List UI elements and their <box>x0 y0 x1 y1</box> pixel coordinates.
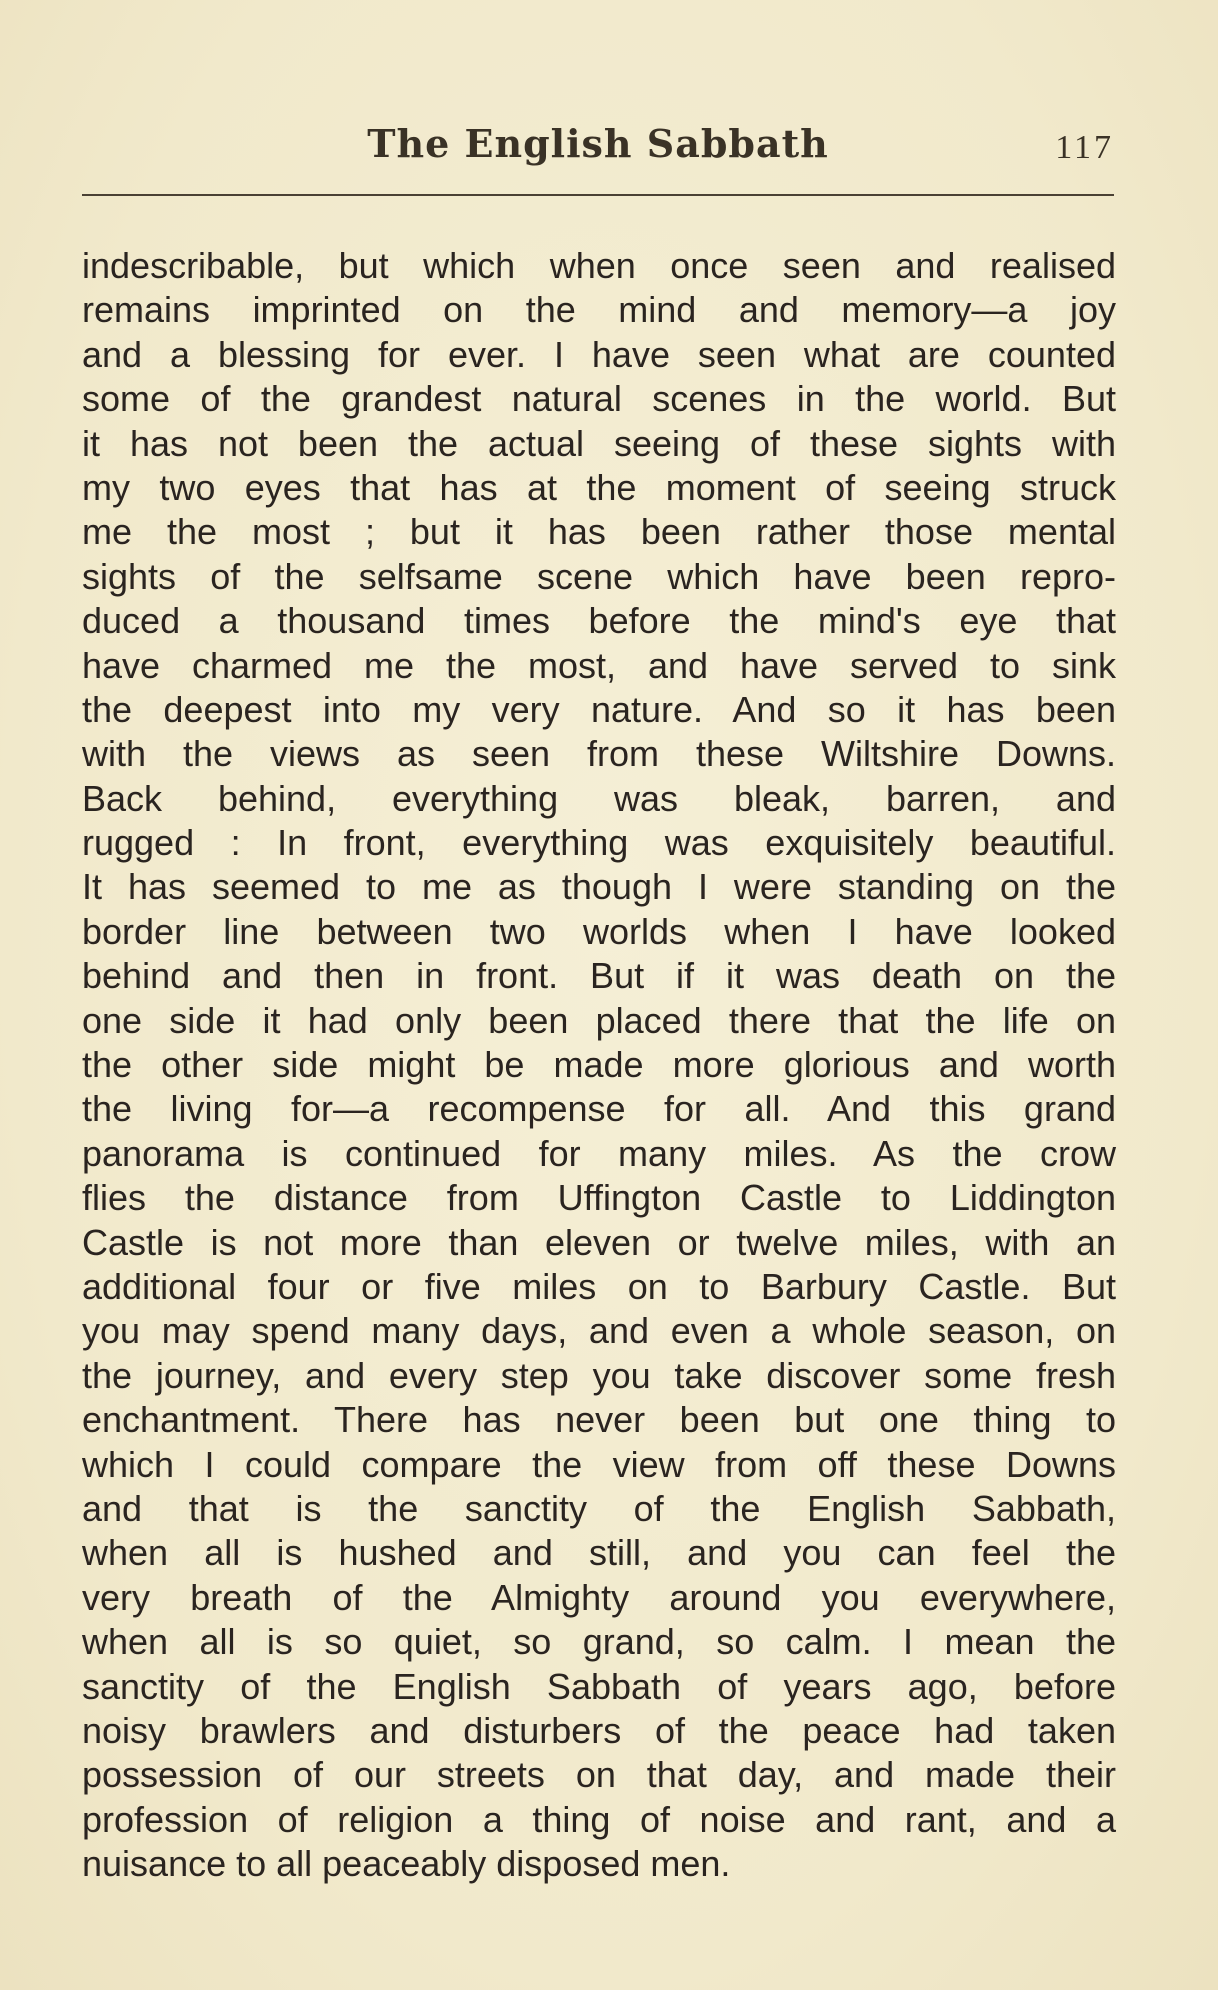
text-line: panorama is continued for many miles. As the crow <box>82 1132 1116 1174</box>
text-line: indescribable, but which when once seen and realised <box>82 245 1116 286</box>
text-line: it has not been the actual seeing of these sights with <box>82 422 1116 464</box>
text-line: Back behind, everything was bleak, barren, and <box>82 777 1116 819</box>
text-line: and a blessing for ever. I have seen what are counted <box>82 333 1116 375</box>
text-line: when all is so quiet, so grand, so calm. I mean the <box>82 1621 1116 1663</box>
text-line: the journey, and every step you take discover some fresh <box>82 1354 1116 1396</box>
running-head <box>82 118 1114 178</box>
text-line: you may spend many days, and even a whole season, on <box>82 1310 1116 1352</box>
text-line: enchantment. There has never been but one thing to <box>82 1399 1116 1441</box>
text-line: border line between two worlds when I have looked <box>82 910 1116 952</box>
text-line: have charmed me the most, and have served to sink <box>82 644 1116 686</box>
text-line: my two eyes that has at the moment of seeing struck <box>82 466 1116 508</box>
text-line: flies the distance from Uffington Castle to Liddington <box>82 1177 1116 1219</box>
text-line: duced a thousand times before the mind's eye that <box>82 600 1116 642</box>
text-line: remains imprinted on the mind and memory—a joy <box>82 289 1116 331</box>
text-line: behind and then in front. But if it was death on the <box>82 955 1116 997</box>
text-line: the living for—a recompense for all. And this grand <box>82 1088 1116 1130</box>
text-line: and that is the sanctity of the English Sabbath, <box>82 1487 1116 1529</box>
text-line: additional four or five miles on to Barbury Castle. But <box>82 1265 1116 1307</box>
body-paragraph <box>82 244 1116 1886</box>
text-line: which I could compare the view from off these Downs <box>82 1443 1116 1485</box>
text-line: possession of our streets on that day, and made their <box>82 1754 1116 1796</box>
text-line: with the views as seen from these Wiltshire Downs. <box>82 733 1116 775</box>
page-number: 117 <box>1055 129 1114 166</box>
text-line: very breath of the Almighty around you everywhere, <box>82 1576 1116 1618</box>
text-line: profession of religion a thing of noise and rant, and a <box>82 1798 1116 1840</box>
text-line: Castle is not more than eleven or twelve miles, with an <box>82 1221 1116 1263</box>
header-rule <box>82 194 1114 196</box>
text-line: sanctity of the English Sabbath of years ago, before <box>82 1665 1116 1707</box>
text-line: sights of the selfsame scene which have been repro- <box>82 555 1116 597</box>
text-line: the other side might be made more glorious and worth <box>82 1044 1116 1086</box>
text-line: one side it had only been placed there that the life on <box>82 999 1116 1041</box>
text-line: when all is hushed and still, and you can feel the <box>82 1532 1116 1574</box>
text-line: noisy brawlers and disturbers of the peace had taken <box>82 1709 1116 1751</box>
text-line: rugged : In front, everything was exquisitely beautiful. <box>82 822 1116 864</box>
running-title: The English Sabbath <box>367 121 829 166</box>
text-line: It has seemed to me as though I were standing on the <box>82 866 1116 908</box>
text-line: nuisance to all peaceably disposed men. <box>82 1843 731 1885</box>
text-line: me the most ; but it has been rather those mental <box>82 511 1116 553</box>
text-line: the deepest into my very nature. And so it has been <box>82 688 1116 730</box>
text-line: some of the grandest natural scenes in the world. But <box>82 378 1116 420</box>
